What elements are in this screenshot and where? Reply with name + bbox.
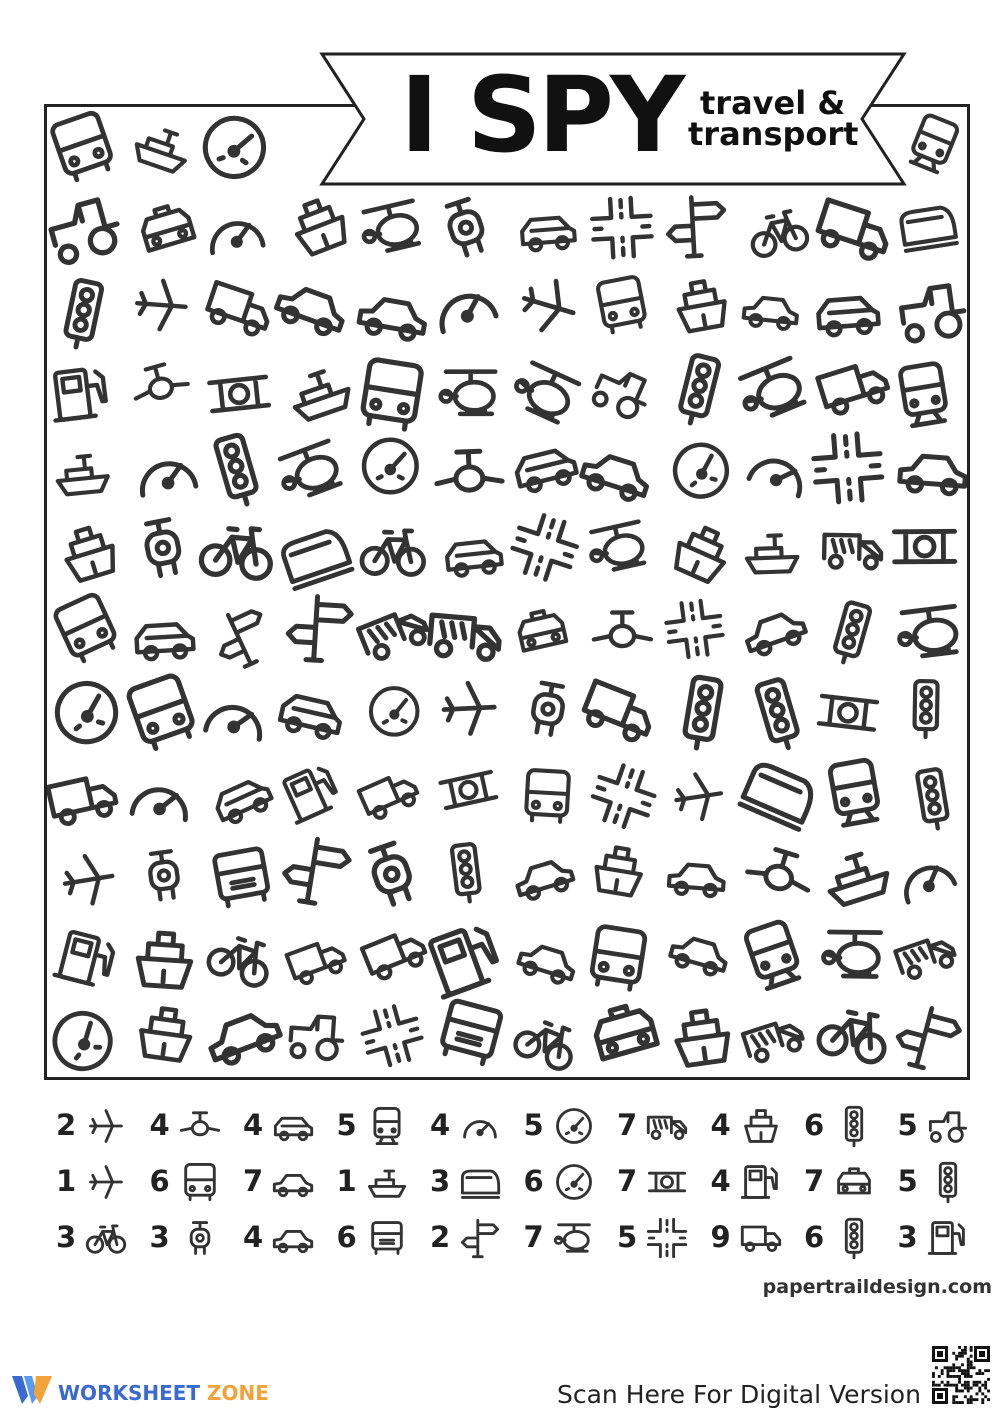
gas-pump-icon bbox=[279, 763, 341, 822]
key-row bbox=[50, 1102, 970, 1152]
key-item bbox=[331, 1102, 423, 1152]
key-item bbox=[237, 1214, 329, 1264]
delivery-truck-icon bbox=[48, 773, 118, 826]
bus-icon bbox=[597, 276, 647, 333]
truck-front-icon bbox=[214, 848, 270, 907]
delivery-truck-icon bbox=[287, 937, 348, 987]
helicopter-icon bbox=[823, 932, 880, 977]
biplane-icon bbox=[645, 1160, 689, 1208]
fuel-gauge-icon bbox=[749, 454, 807, 496]
helicopter-icon bbox=[275, 441, 344, 502]
bus-icon bbox=[361, 359, 422, 430]
bus-icon bbox=[51, 111, 115, 182]
helicopter-icon bbox=[359, 201, 423, 255]
crossroads-icon bbox=[645, 1216, 689, 1264]
key-count: 2 bbox=[430, 1220, 451, 1254]
key-item bbox=[518, 1214, 610, 1264]
brand-zone: ZONE bbox=[207, 1381, 269, 1405]
bullet-train-icon bbox=[900, 206, 957, 251]
suv-icon bbox=[213, 776, 275, 827]
signpost-icon bbox=[287, 595, 352, 662]
key-item bbox=[892, 1102, 984, 1152]
biplane-icon bbox=[819, 696, 877, 730]
ship-icon bbox=[593, 845, 645, 897]
key-item bbox=[144, 1214, 236, 1264]
truck-front-icon bbox=[439, 1000, 501, 1065]
taxi-icon bbox=[516, 608, 566, 651]
airplane-icon bbox=[673, 771, 725, 823]
taxi-icon bbox=[591, 1001, 657, 1059]
delivery-truck-icon bbox=[818, 359, 891, 417]
dump-truck-icon bbox=[429, 615, 501, 660]
airplane-icon bbox=[84, 1104, 128, 1152]
key-count: 1 bbox=[336, 1164, 357, 1198]
scooter-icon bbox=[367, 842, 417, 907]
key-item bbox=[237, 1102, 329, 1152]
speedometer-icon bbox=[370, 687, 418, 735]
tractor-icon bbox=[590, 364, 653, 422]
bullet-train-icon bbox=[281, 527, 352, 588]
delivery-truck-icon bbox=[359, 770, 421, 822]
delivery-truck-icon bbox=[362, 927, 429, 982]
delivery-truck-icon bbox=[580, 681, 657, 744]
bicycle-icon bbox=[206, 930, 276, 989]
key-row bbox=[50, 1214, 970, 1264]
scan-text: Scan Here For Digital Version bbox=[557, 1380, 921, 1409]
signpost-icon bbox=[207, 603, 277, 674]
propeller-plane-icon bbox=[129, 360, 189, 405]
bus-icon bbox=[178, 1160, 222, 1208]
ship-icon bbox=[288, 194, 350, 256]
bicycle-icon bbox=[748, 209, 810, 258]
propeller-plane-icon bbox=[178, 1104, 222, 1152]
bicycle-icon bbox=[362, 530, 425, 575]
car-icon bbox=[743, 609, 809, 658]
brand-worksheet: WORKSHEET bbox=[58, 1381, 201, 1405]
car-icon bbox=[271, 1160, 315, 1208]
bicycle-icon bbox=[84, 1216, 128, 1264]
key-count: 5 bbox=[897, 1164, 918, 1198]
ship-icon bbox=[673, 1008, 731, 1066]
traffic-light-icon bbox=[914, 681, 937, 737]
key-count: 6 bbox=[804, 1108, 825, 1142]
helicopter-icon bbox=[552, 1216, 596, 1264]
key-count: 3 bbox=[149, 1220, 170, 1254]
ship-icon bbox=[60, 523, 120, 583]
bus-icon bbox=[590, 926, 646, 991]
key-item bbox=[424, 1158, 516, 1208]
key-item bbox=[518, 1158, 610, 1208]
car-icon bbox=[743, 296, 798, 330]
ship-icon bbox=[739, 1104, 783, 1152]
bus-icon bbox=[526, 770, 569, 822]
gas-pump-icon bbox=[739, 1160, 783, 1208]
dump-truck-icon bbox=[645, 1104, 689, 1152]
key-item bbox=[424, 1102, 516, 1152]
fuel-gauge-icon bbox=[435, 290, 496, 332]
car-icon bbox=[514, 858, 575, 903]
key-count: 4 bbox=[243, 1220, 264, 1254]
key-count: 4 bbox=[149, 1108, 170, 1142]
key-item bbox=[705, 1158, 797, 1208]
key-count: 4 bbox=[430, 1108, 451, 1142]
crossroads-icon bbox=[591, 197, 652, 258]
car-icon bbox=[899, 455, 967, 495]
gas-pump-icon bbox=[50, 367, 108, 420]
key-count: 9 bbox=[710, 1220, 731, 1254]
key-item bbox=[331, 1158, 423, 1208]
traffic-light-icon bbox=[832, 601, 871, 665]
speedometer-icon bbox=[364, 440, 417, 493]
key-item bbox=[798, 1158, 890, 1208]
key-row bbox=[50, 1158, 970, 1208]
delivery-truck-icon bbox=[815, 200, 893, 262]
fuel-gauge-icon bbox=[138, 460, 196, 496]
traffic-light-icon bbox=[832, 1216, 876, 1264]
bullet-train-icon bbox=[740, 761, 817, 829]
logo-w-icon bbox=[10, 1372, 54, 1408]
car-icon bbox=[579, 450, 652, 503]
helicopter-icon bbox=[896, 606, 960, 658]
key-item bbox=[144, 1102, 236, 1152]
car-icon bbox=[271, 1216, 315, 1264]
crossroads-icon bbox=[812, 432, 883, 503]
key-item bbox=[611, 1158, 703, 1208]
tractor-icon bbox=[47, 197, 123, 265]
worksheet-zone-logo bbox=[10, 1372, 269, 1412]
key-count: 4 bbox=[710, 1108, 731, 1142]
propeller-plane-icon bbox=[594, 612, 651, 646]
scooter-icon bbox=[443, 198, 488, 257]
train-icon bbox=[829, 759, 881, 826]
scooter-icon bbox=[178, 1216, 222, 1264]
key-item bbox=[798, 1214, 890, 1264]
title-sub-line2: transport bbox=[688, 115, 859, 153]
key-count: 5 bbox=[336, 1108, 357, 1142]
speedometer-icon bbox=[552, 1104, 596, 1152]
biplane-icon bbox=[440, 772, 496, 808]
suv-icon bbox=[136, 623, 194, 659]
key-count: 3 bbox=[430, 1164, 451, 1198]
traffic-light-icon bbox=[917, 769, 950, 831]
scooter-icon bbox=[143, 519, 183, 577]
airplane-icon bbox=[61, 852, 116, 907]
key-count: 4 bbox=[710, 1164, 731, 1198]
airplane-icon bbox=[135, 279, 187, 331]
title-banner bbox=[318, 52, 908, 186]
qr-code-icon[interactable] bbox=[930, 1344, 992, 1406]
biplane-icon bbox=[209, 377, 268, 411]
key-item bbox=[705, 1102, 797, 1152]
bicycle-icon bbox=[817, 1005, 891, 1064]
boat-icon bbox=[822, 848, 892, 907]
suv-icon bbox=[446, 540, 503, 577]
title-sub-line1: travel & bbox=[700, 84, 846, 122]
car-icon bbox=[358, 296, 428, 342]
airplane-icon bbox=[517, 274, 580, 337]
boat-icon bbox=[132, 123, 192, 174]
brand-name bbox=[58, 1381, 269, 1405]
bullet-train-icon bbox=[458, 1160, 502, 1208]
key-item bbox=[892, 1214, 984, 1264]
ship-icon bbox=[138, 1006, 193, 1061]
key-count: 3 bbox=[56, 1220, 77, 1254]
car-icon bbox=[516, 941, 577, 986]
key-item bbox=[50, 1102, 142, 1152]
key-item bbox=[798, 1102, 890, 1152]
speedometer-icon bbox=[47, 1004, 119, 1077]
crossroads-icon bbox=[507, 509, 583, 585]
helicopter-icon bbox=[586, 522, 647, 574]
speedometer-icon bbox=[670, 440, 732, 502]
suv-icon bbox=[818, 297, 879, 336]
tractor-icon bbox=[926, 1104, 970, 1152]
car-icon bbox=[668, 934, 729, 978]
key-item bbox=[237, 1158, 329, 1208]
boat-icon bbox=[746, 535, 798, 573]
boat-icon bbox=[287, 366, 353, 423]
signpost-icon bbox=[458, 1216, 502, 1264]
dump-truck-icon bbox=[358, 606, 430, 663]
fuel-gauge-icon bbox=[206, 703, 264, 739]
signpost-icon bbox=[892, 1002, 963, 1074]
suv-icon bbox=[271, 1104, 315, 1152]
scooter-icon bbox=[148, 851, 180, 900]
tractor-icon bbox=[899, 284, 967, 342]
car-icon bbox=[668, 863, 724, 897]
gas-pump-icon bbox=[55, 930, 116, 987]
speedometer-icon bbox=[202, 115, 268, 181]
car-icon bbox=[274, 282, 348, 338]
airplane-icon bbox=[84, 1160, 128, 1208]
key-count: 6 bbox=[336, 1220, 357, 1254]
key-item bbox=[331, 1214, 423, 1264]
scooter-icon bbox=[530, 682, 566, 736]
fuel-gauge-icon bbox=[209, 220, 263, 253]
crossroads-icon bbox=[358, 1001, 427, 1070]
train-icon bbox=[365, 1104, 409, 1152]
helicopter-icon bbox=[509, 360, 579, 423]
suv-icon bbox=[521, 217, 575, 252]
ship-icon bbox=[670, 521, 734, 585]
key-count: 4 bbox=[243, 1108, 264, 1142]
truck-front-icon bbox=[365, 1216, 409, 1264]
train-icon bbox=[908, 114, 959, 174]
bicycle-icon bbox=[512, 1013, 580, 1072]
car-icon bbox=[205, 1008, 283, 1068]
fuel-gauge-icon bbox=[899, 860, 955, 902]
train-icon bbox=[899, 363, 948, 427]
delivery-truck-icon bbox=[739, 1216, 783, 1264]
train-icon bbox=[744, 920, 802, 990]
dump-truck-icon bbox=[895, 934, 957, 982]
gas-pump-icon bbox=[424, 923, 502, 997]
key-item bbox=[611, 1102, 703, 1152]
gas-pump-icon bbox=[926, 1216, 970, 1264]
tractor-icon bbox=[290, 1015, 344, 1060]
suv-icon bbox=[278, 694, 343, 741]
traffic-light-icon bbox=[63, 279, 103, 349]
credit-url: papertraildesign.com bbox=[762, 1276, 992, 1298]
key-item bbox=[144, 1158, 236, 1208]
key-count: 3 bbox=[897, 1220, 918, 1254]
speedometer-icon bbox=[52, 678, 121, 747]
key-count: 7 bbox=[523, 1220, 544, 1254]
dump-truck-icon bbox=[743, 1017, 805, 1064]
key-item bbox=[50, 1158, 142, 1208]
key-item bbox=[50, 1214, 142, 1264]
key-count: 6 bbox=[804, 1220, 825, 1254]
propeller-plane-icon bbox=[436, 450, 503, 491]
key-count: 7 bbox=[804, 1164, 825, 1198]
traffic-light-icon bbox=[215, 434, 261, 508]
taxi-icon bbox=[832, 1160, 876, 1208]
traffic-light-icon bbox=[683, 676, 722, 750]
crossroads-icon bbox=[664, 599, 725, 660]
key-count: 5 bbox=[897, 1108, 918, 1142]
ship-icon bbox=[136, 932, 192, 988]
key-count: 5 bbox=[523, 1108, 544, 1142]
dump-truck-icon bbox=[824, 535, 881, 569]
fuel-gauge-icon bbox=[458, 1104, 502, 1152]
key-count: 7 bbox=[617, 1108, 638, 1142]
key-item bbox=[424, 1214, 516, 1264]
speedometer-icon bbox=[552, 1160, 596, 1208]
key-count: 1 bbox=[56, 1164, 77, 1198]
traffic-light-icon bbox=[832, 1104, 876, 1152]
key-count: 6 bbox=[523, 1164, 544, 1198]
traffic-light-icon bbox=[926, 1160, 970, 1208]
bus-icon bbox=[54, 593, 120, 664]
signpost-icon bbox=[281, 835, 352, 908]
title-subtitle bbox=[688, 84, 859, 153]
suv-icon bbox=[514, 447, 578, 494]
bus-icon bbox=[127, 674, 197, 751]
key-count: 7 bbox=[243, 1164, 264, 1198]
key-count: 6 bbox=[149, 1164, 170, 1198]
fuel-gauge-icon bbox=[132, 787, 188, 820]
boat-icon bbox=[365, 1160, 409, 1208]
puzzle-picture bbox=[47, 107, 967, 1077]
traffic-light-icon bbox=[677, 354, 720, 426]
biplane-icon bbox=[894, 531, 954, 561]
key-item bbox=[705, 1214, 797, 1264]
ship-icon bbox=[675, 278, 729, 332]
helicopter-icon bbox=[441, 372, 496, 414]
airplane-icon bbox=[443, 682, 496, 735]
helicopter-icon bbox=[735, 358, 807, 423]
key-count: 2 bbox=[56, 1108, 77, 1142]
delivery-truck-icon bbox=[204, 282, 273, 338]
crossroads-icon bbox=[587, 759, 661, 833]
key-item bbox=[892, 1158, 984, 1208]
traffic-light-icon bbox=[756, 678, 801, 751]
key-item bbox=[611, 1214, 703, 1264]
taxi-icon bbox=[138, 202, 194, 251]
key-count: 5 bbox=[617, 1220, 638, 1254]
signpost-icon bbox=[666, 196, 726, 257]
title-main: I SPY bbox=[400, 54, 682, 176]
bicycle-icon bbox=[200, 524, 273, 579]
propeller-plane-icon bbox=[745, 843, 816, 897]
key-count: 7 bbox=[617, 1164, 638, 1198]
boat-icon bbox=[56, 454, 109, 495]
key-item bbox=[518, 1102, 610, 1152]
traffic-light-icon bbox=[452, 844, 481, 903]
